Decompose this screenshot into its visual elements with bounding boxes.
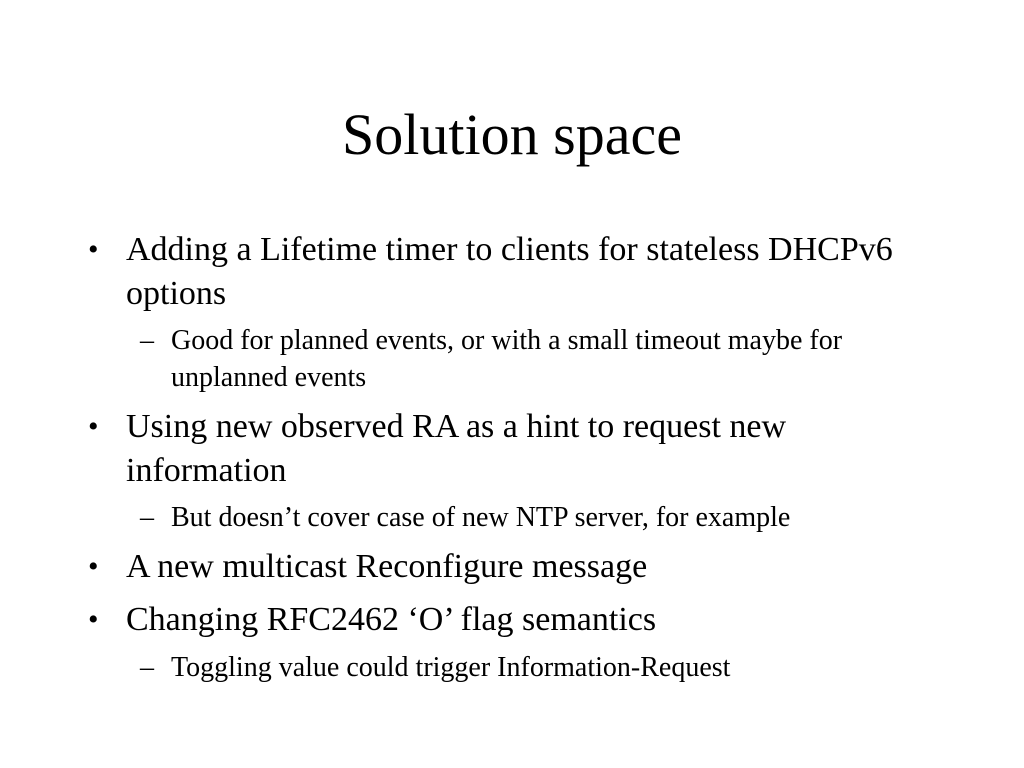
sub-bullet-text: Toggling value could trigger Information-Request <box>171 652 731 683</box>
sub-bullet-item <box>140 649 951 686</box>
sub-bullet-item <box>140 499 951 536</box>
dash-marker: – <box>140 325 154 356</box>
bullet-item <box>88 228 946 316</box>
bullet-item <box>88 598 946 642</box>
bullet-text: Using new observed RA as a hint to request new information <box>126 408 787 489</box>
slide-title: Solution space <box>342 102 682 167</box>
bullet-text: Changing RFC2462 ‘O’ flag semantics <box>126 601 657 638</box>
sub-bullet-text: But doesn’t cover case of new NTP server, for example <box>171 502 791 533</box>
bullet-marker: • <box>88 233 99 266</box>
bullet-marker: • <box>88 410 99 443</box>
bullet-item <box>88 405 946 493</box>
dash-marker: – <box>140 502 154 533</box>
bullet-item <box>88 545 946 589</box>
bullet-marker: • <box>88 550 99 583</box>
dash-marker: – <box>140 652 154 683</box>
bullet-text: A new multicast Reconfigure message <box>126 548 648 585</box>
sub-bullet-item <box>140 322 951 396</box>
bullet-text: Adding a Lifetime timer to clients for stateless DHCPv6 options <box>126 231 893 312</box>
sub-bullet-text: Good for planned events, or with a small timeout maybe for unplanned events <box>171 325 843 393</box>
bullet-marker: • <box>88 603 99 636</box>
